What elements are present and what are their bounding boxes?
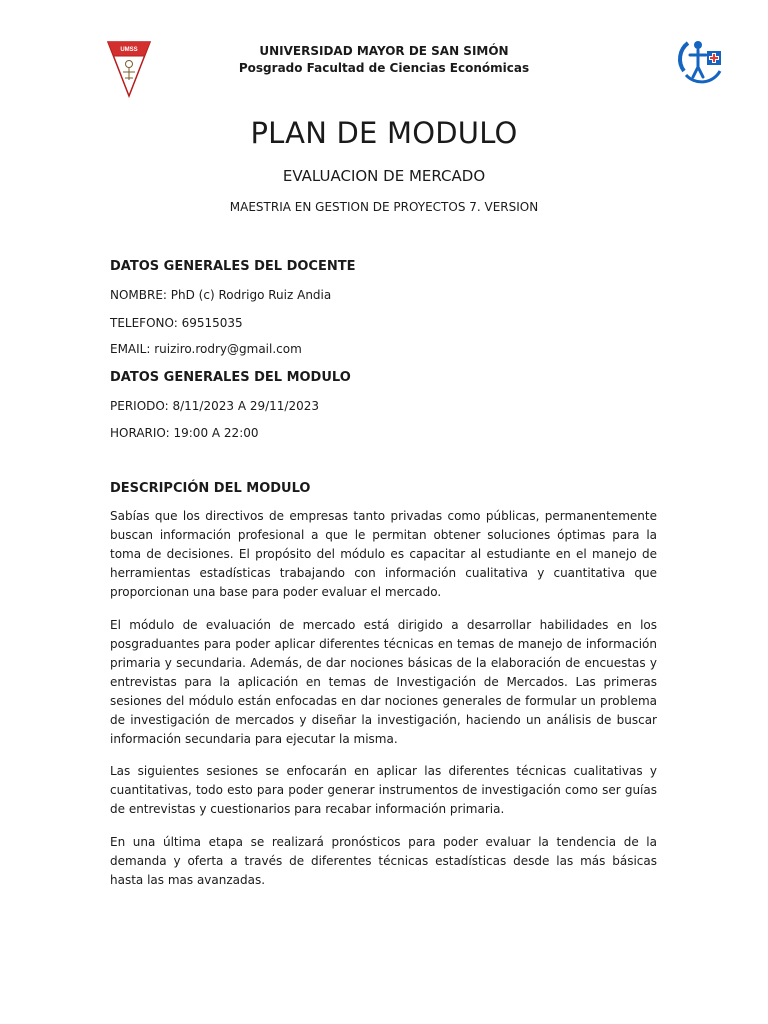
teacher-email: EMAIL: ruiziro.rodry@gmail.com <box>110 342 302 356</box>
university-name: UNIVERSIDAD MAYOR DE SAN SIMÓN <box>259 44 509 58</box>
document-title: PLAN DE MODULO <box>250 116 518 150</box>
teacher-section-heading: DATOS GENERALES DEL DOCENTE <box>110 259 356 274</box>
module-section-heading: DATOS GENERALES DEL MODULO <box>110 370 351 385</box>
svg-text:UMSS: UMSS <box>120 47 138 53</box>
teacher-phone: TELEFONO: 69515035 <box>110 316 243 330</box>
description-paragraph-4: En una última etapa se realizará pronósticos para poder evaluar la tendencia de la demanda y oferta a través de diferentes técnicas estadísticas desde las más básicas hasta las mas avanzadas. <box>110 835 657 887</box>
faculty-name: Posgrado Facultad de Ciencias Económicas <box>238 61 530 75</box>
description-paragraph-3: Las siguientes sesiones se enfocarán en aplicar las diferentes técnicas cualitativas y cuantitativas, todo esto para poder generar instrumentos de investigación como ser guías de entrevistas y cuestionarios para recabar información primaria. <box>110 764 657 816</box>
program-name: MAESTRIA EN GESTION DE PROYECTOS 7. VERSION <box>229 200 539 214</box>
teacher-name: NOMBRE: PhD (c) Rodrigo Ruiz Andia <box>110 288 332 302</box>
description-section-heading: DESCRIPCIÓN DEL MODULO <box>110 481 311 496</box>
module-schedule: HORARIO: 19:00 A 22:00 <box>110 426 259 440</box>
description-paragraph-1: Sabías que los directivos de empresas tanto privadas como públicas, permanentemente buscan información profesional a que le permitan obtener soluciones óptimas para la toma de decisiones. El propósito del módulo es capacitar al estudiante en el manejo de herramientas estadísticas trabajando con información cualitativa y cuantitativa que proporcionan una base para poder evaluar el mercado. <box>110 509 657 599</box>
description-paragraph-2: El módulo de evaluación de mercado está dirigido a desarrollar habilidades en los posgraduantes para poder aplicar diferentes técnicas en temas de manejo de información primaria y secundaria. Además, de dar nociones básicas de la elaboración de encuestas y entrevistas para la aplicación en temas de Investigación de Mercados. Las primeras sesiones del módulo están enfocadas en dar nociones generales de formular un problema de investigación de mercados y diseñar la investigación, haciendo un análisis de buscar información secundaria para ejecutar la misma. <box>110 618 657 746</box>
module-period: PERIODO: 8/11/2023 A 29/11/2023 <box>110 399 320 413</box>
document-subtitle: EVALUACION DE MERCADO <box>282 167 486 185</box>
